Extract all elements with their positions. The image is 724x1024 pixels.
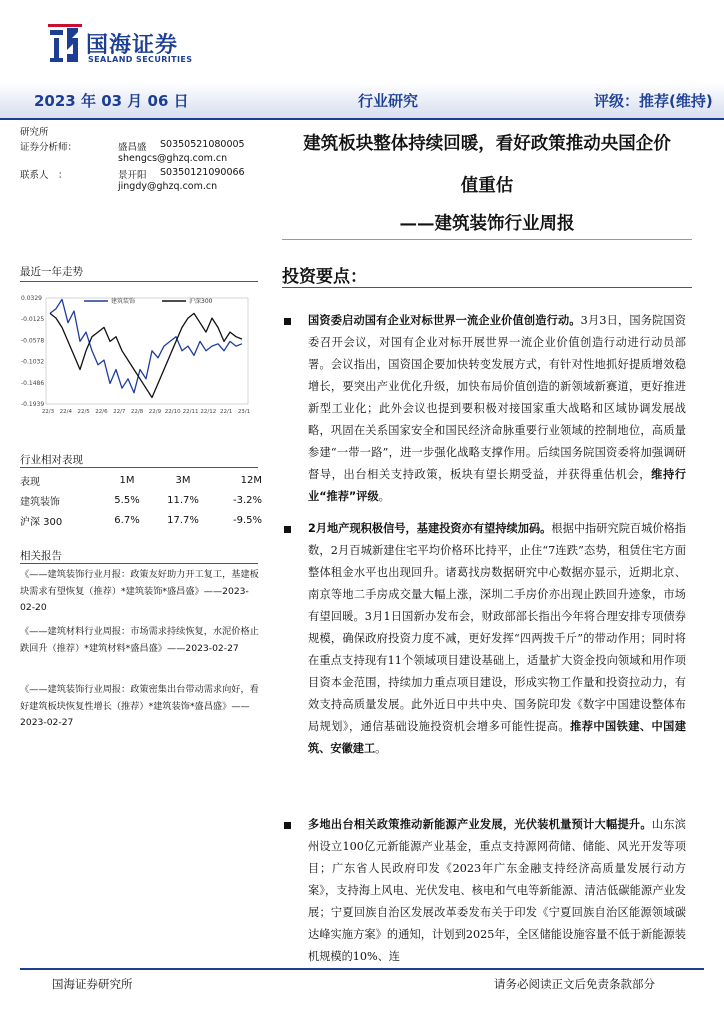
highlight-point-2 — [308, 518, 686, 760]
y-tick-label: -0.1486 — [21, 379, 45, 387]
highlight-point-1 — [308, 310, 686, 508]
bullet-icon — [284, 318, 291, 325]
x-tick-label: 22/5 — [77, 409, 90, 415]
x-tick-label: 22/11 — [182, 409, 199, 415]
title-divider — [282, 239, 692, 240]
related-item[interactable] — [20, 624, 262, 657]
logo — [48, 24, 196, 70]
footer-right: 请务必阅读正文后免责条款部分 — [494, 977, 655, 991]
x-tick-label: 23/1 — [237, 409, 251, 415]
logo-text-cn: 国海证券 — [86, 33, 179, 58]
legend-label-sector: 建筑装饰 — [111, 298, 136, 305]
related-item-date: ——2023-02-27 — [167, 642, 239, 654]
highlight-point-3 — [308, 814, 686, 964]
x-tick-label: 22/6 — [95, 409, 108, 415]
x-tick-label: 22/3 — [41, 409, 55, 415]
report-title-line1: 建筑板块整体持续回暖，看好政策推动央国企价 — [303, 134, 671, 154]
analyst-cert: S0350521080005 — [160, 139, 245, 150]
related-item-text[interactable]: 《——建筑装饰行业月报：政策友好助力开工复工，基建板块需求有望恢复（推荐）*建筑装饰*盛昌盛》 — [20, 569, 259, 597]
series-line-sector — [50, 299, 242, 392]
highlights-rule — [282, 287, 692, 288]
perf-cell: 5.5% — [114, 494, 140, 506]
perf-col-header: 表现 — [20, 476, 40, 488]
x-tick-label: 22/12 — [200, 409, 217, 415]
report-date: 2023 年 03 月 06 日 — [34, 92, 189, 110]
x-tick-label: 22/4 — [59, 409, 72, 415]
related-item-date: ——2023-02-27 — [20, 700, 250, 728]
point-tail: 维持行业“推荐”评级 — [308, 468, 686, 503]
contact-name: 景开阳 — [118, 170, 147, 181]
contact-cert: S0350121090066 — [160, 167, 245, 178]
point-text: 根据中指研究院百城价格指数，2月百城新建住宅平均价格环比持平，止住“7连跌”态势，租赁住宅方面整体租金水平也出现回升。诸葛找房数据研究中心数据亦显示，近期北京、南京等地二手房成交量大幅上涨，深圳二手房价亦出现止跌回升迹象，市场有望回暖。3月1日国新办发布会，财政部部长指出今年将合理安排专项债券规模，确保政府投资力度不减，更好发挥“四两拨千斤”的带动作用；同时将在重点支持现有11个领域项目建设基础上，适量扩大资金投向领域和用作项目资本金范围，持续加力重点项目建设，形成实物工作量和投资拉动力，有效支持高质量发展。此外近日中共中央、国务院印发《数字中国建设整体布局规划》，通信基础设施投资机会增多可能性提高。 — [308, 522, 686, 733]
point-end: 。 — [375, 742, 387, 755]
related-item[interactable] — [20, 682, 262, 732]
related-item-text[interactable]: 《——建筑材料行业周报：市场需求持续恢复，水泥价格止跌回升（推荐）*建筑材料*盛昌盛》 — [20, 626, 259, 654]
perf-row — [20, 510, 262, 530]
trend-chart — [20, 292, 256, 420]
point-lead: 2月地产现积极信号，基建投资亦有望持续加码。 — [308, 522, 552, 535]
perf-cell: 沪深 300 — [20, 516, 63, 528]
dept-label: 研究所 — [20, 127, 49, 138]
perf-cell: 6.7% — [114, 514, 140, 526]
chart-frame — [46, 298, 248, 404]
x-tick-label: 22/7 — [113, 409, 126, 415]
point-lead: 多地出台相关政策推动新能源产业发展，光伏装机量预计大幅提升。 — [308, 818, 652, 831]
related-item-date: ——2023-02-20 — [20, 585, 249, 613]
related-item[interactable] — [20, 567, 262, 617]
footer-rule — [20, 968, 704, 970]
point-tail: 推荐中国铁建、中国建筑、安徽建工 — [308, 720, 686, 755]
perf-cell: 建筑装饰 — [20, 496, 60, 508]
contact-email[interactable]: jingdy@ghzq.com.cn — [118, 181, 218, 192]
perf-row — [20, 490, 262, 510]
x-tick-label: 22/1 — [220, 409, 233, 415]
perf-col-header: 3M — [175, 474, 191, 486]
perf-cell: -9.5% — [232, 514, 262, 526]
highlights-heading: 投资要点： — [282, 267, 367, 287]
perf-col-header: 1M — [119, 474, 135, 486]
legend-label-index: 沪深300 — [189, 298, 213, 305]
perf-table — [20, 470, 262, 530]
y-tick-label: -0.1939 — [21, 401, 45, 408]
y-tick-label: -0.0578 — [21, 337, 45, 345]
point-text: 3月3日，国务院国资委召开会议，对国有企业对标开展世界一流企业价值创造行动进行动员部署。会议指出，国资国企要加快转变发展方式，有针对性地抓好提质增效稳增长，要突出产业优化升级，加快布局价值创造的新领域新赛道，更好推进新型工业化；此外会议也提到要积极对接国家重大战略和区域协调发展战略，巩固在关系国家安全和国民经济命脉重要行业领域的控制地位，高质量参建“一带一路”，进一步强化战略支撑作用。后续国务院国资委将加强调研督导，出台相关支持政策，板块有望长期受益，并获得重估机会， — [308, 314, 686, 481]
perf-cell: 17.7% — [167, 514, 199, 526]
bullet-icon — [284, 822, 291, 829]
point-text: 山东滨州设立100亿元新能源产业基金，重点支持源网荷储、储能、风光开发等项目；广东省人民政府印发《2023年广东金融支持经济高质量发展行动方案》，支持海上风电、光伏发电、核电和气电等新能源、清洁低碳能源产业发展；宁夏回族自治区发展改革委发布关于印发《宁夏回族自治区能源领域碳达峰实施方案》的通知，计划到2025年，全区储能设施容量不低于新能源装机规模的10%、连 — [308, 818, 686, 963]
point-end: 。 — [378, 490, 390, 503]
contact-role: 联系人 ： — [20, 170, 68, 181]
y-tick-label: -0.1032 — [21, 358, 45, 366]
perf-cell: -3.2% — [232, 494, 262, 506]
series-line-index — [50, 313, 242, 397]
analyst-role: 证券分析师： — [20, 142, 78, 153]
x-tick-label: 22/10 — [164, 409, 181, 415]
bullet-icon — [284, 526, 291, 533]
logo-text-en: SEALAND SECURITIES — [88, 55, 193, 64]
perf-col-header: 12M — [240, 474, 262, 486]
x-tick-label: 22/9 — [148, 409, 162, 415]
rating: 评级：推荐(维持) — [594, 92, 713, 110]
point-lead: 国资委启动国有企业对标世界一流企业价值创造行动。 — [308, 314, 581, 327]
footer-left: 国海证券研究所 — [52, 977, 133, 991]
perf-heading-rule — [20, 467, 258, 468]
perf-heading: 行业相对表现 — [20, 454, 83, 466]
report-subtitle: ——建筑装饰行业周报 — [399, 214, 575, 234]
related-heading-rule — [20, 563, 258, 564]
y-tick-label: 0.0329 — [21, 295, 42, 302]
logo-mark-icon — [48, 24, 82, 64]
y-tick-label: -0.0125 — [21, 316, 45, 324]
trend-heading-rule — [20, 281, 258, 282]
report-title-line2: 值重估 — [460, 176, 514, 196]
related-item-text[interactable]: 《——建筑装饰行业周报：政策密集出台带动需求向好，看好建筑板块恢复性增长（推荐）*建筑装饰*盛昌盛》 — [20, 684, 259, 712]
perf-header-row — [20, 470, 262, 490]
analyst-name: 盛昌盛 — [118, 142, 147, 153]
trend-heading: 最近一年走势 — [20, 266, 83, 278]
report-category: 行业研究 — [358, 92, 419, 110]
perf-cell: 11.7% — [167, 494, 199, 506]
analyst-email[interactable]: shengcs@ghzq.com.cn — [118, 153, 228, 164]
x-tick-label: 22/8 — [130, 409, 144, 415]
related-heading: 相关报告 — [20, 550, 62, 562]
